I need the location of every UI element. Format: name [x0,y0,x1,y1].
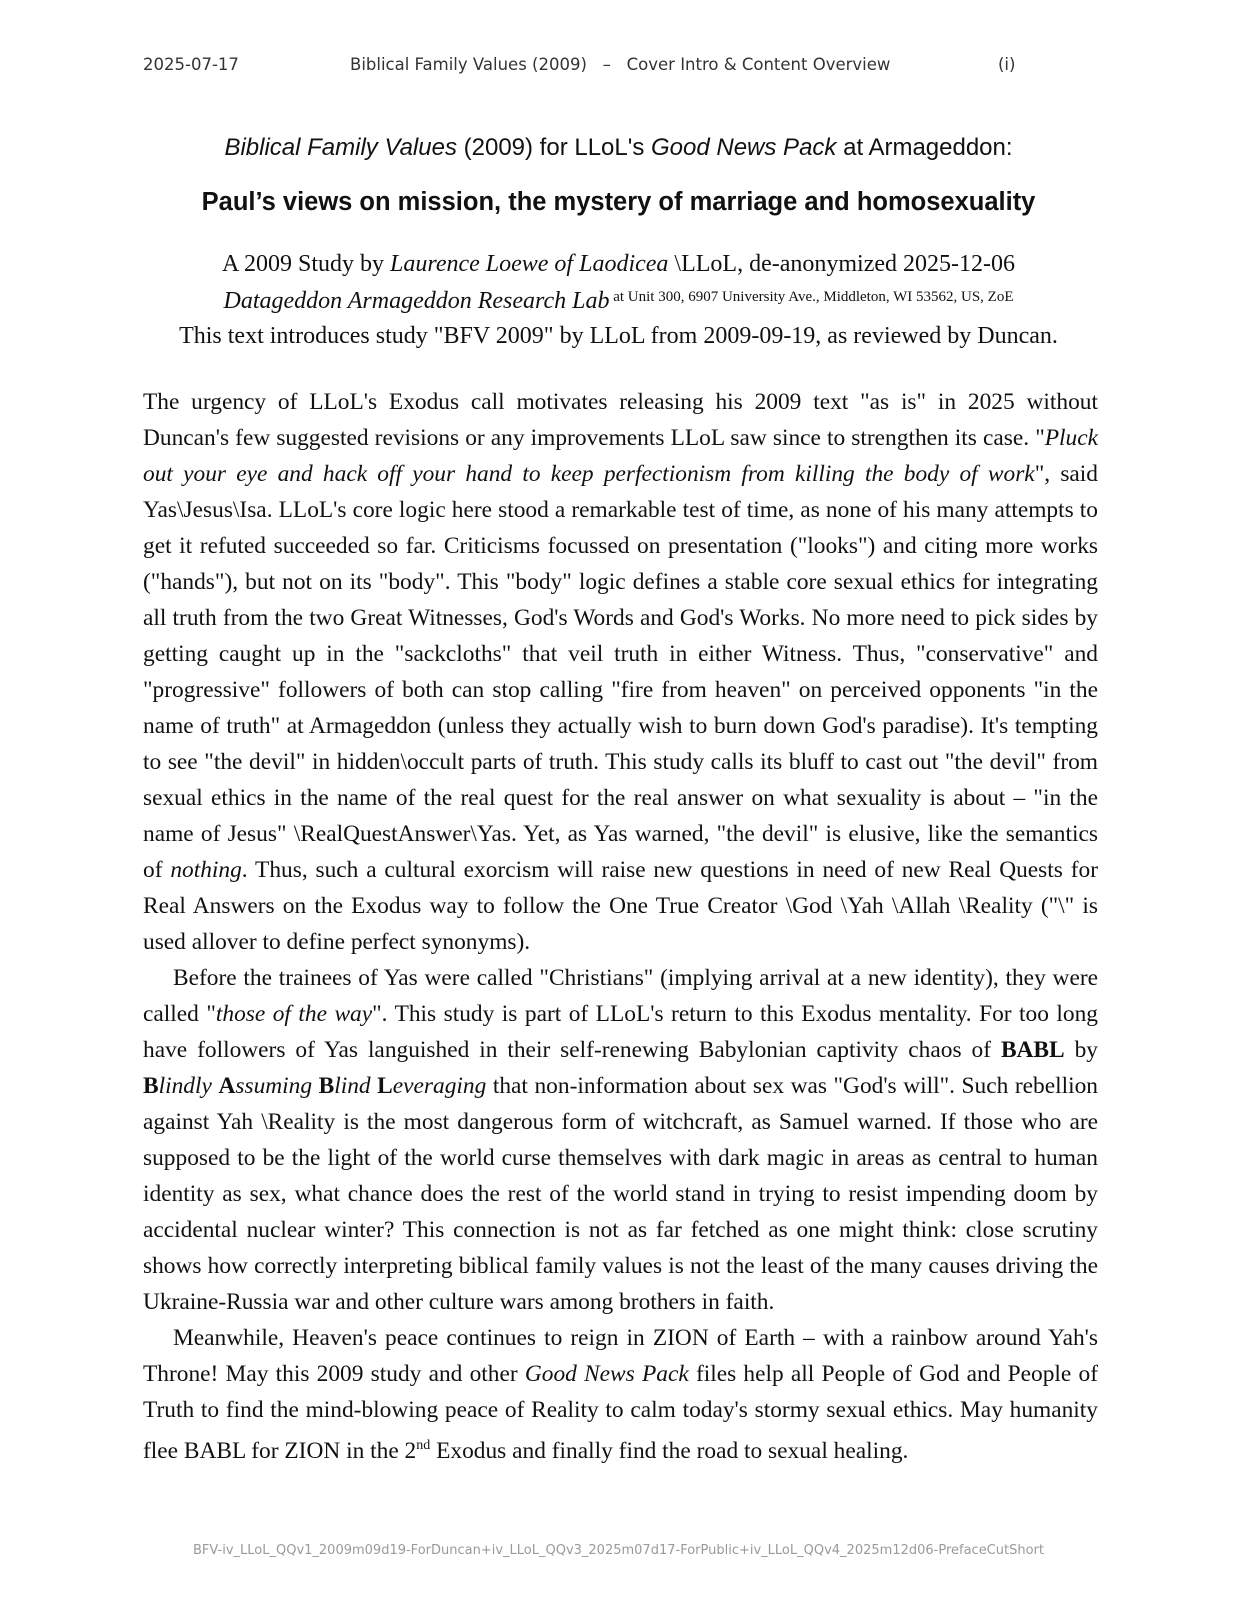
byline-author [0,251,1237,278]
title-pack-name: Good News Pack [651,134,837,161]
byline-lab [0,288,1237,315]
document-subtitle: Paul’s views on mission, the mystery of marriage and homosexuality [201,188,1036,216]
p2-text-a: Before the trainees of Yas were called "Christians" (implying arrival at a new identity), they were called " [143,965,1098,1027]
byline-prefix: A 2009 Study by [221,251,391,277]
acronym-letter-l: L [377,1073,393,1099]
author-name: Laurence Loewe of Laodicea [390,251,669,277]
lab-address: at Unit 300, 6907 University Ave., Middleton, WI 53562, US, ZoE [609,289,1014,305]
p2-text-b: ". This study is part of LLoL's return to this Exodus mentality. For too long have followers of Yas languished in their self-renewing Babylonian captivity chaos of [143,1001,1099,1063]
p3-superscript: nd [416,1438,431,1453]
acronym-word-lindly: lindly [158,1073,212,1099]
byline-intro: This text introduces study "BFV 2009" by LLoL from 2009-09-19, as reviewed by Duncan. [179,323,1058,349]
page-footer-filename: BFV-iv_LLoL_QQv1_2009m09d19-ForDuncan+iv_LLoL_QQv3_2025m07d17-ForPublic+iv_LLoL_QQv4_2025m12d06-PrefaceCutShort [193,1543,1044,1558]
acronym-letter-b1: B [143,1073,159,1099]
p3-good-news-pack: Good News Pack [524,1361,689,1387]
title-end: at Armageddon: [836,134,1013,161]
p2-by: by [1064,1037,1098,1063]
p3-text-a: Meanwhile, Heaven's peace continues to reign in ZION of Earth – with a rainbow around Yah's Throne! May this 2009 study and other [143,1325,1098,1387]
body-text [143,384,1098,1469]
paragraph-3 [143,1320,1098,1469]
document-title [0,134,1237,162]
acronym-word-everaging: everaging [392,1073,487,1099]
acronym-letter-b2: B [318,1073,335,1099]
title-mid: (2009) for LLoL's [456,134,651,161]
paragraph-2 [143,960,1098,1320]
title-book-name: Biblical Family Values [224,134,457,161]
acronym-word-lind: lind [334,1073,371,1099]
p1-text-b: ", said Yas\Jesus\Isa. LLoL's core logic here stood a remarkable test of time, as none of his many attempts to get it refuted succeeded so far. Criticisms focussed on presentation ("looks") and citing more works ("hands"), but not on its "body". This "body" logic defines a stable core sexual ethics for integrating all truth from the two Great Witnesses, God's Words and God's Works. No more need to pick sides by getting caught up in the "sackcloths" that veil truth in either Witness. Thus, "conservative" and "progressive" followers of both can stop calling "fire from heaven" on perceived opponents "in the name of truth" at Armageddon (unless they actually wish to burn down God's paradise). It's tempting to see "the devil" in hidden\occult parts of truth. This study calls its bluff to cast out "the devil" from sexual ethics in the name of the real quest for the real answer on what sexuality is about – "in the name of Jesus" \RealQuestAnswer\Yas. Yet, as Yas warned, "the devil" is elusive, like the semantics of [143,461,1098,883]
p3-text-c: Exodus and finally find the road to sexual healing. [430,1437,909,1464]
acronym-letter-a: A [218,1073,236,1099]
page-header [0,55,1237,79]
p1-nothing: nothing [170,857,242,883]
lab-name: Datageddon Armageddon Research Lab [223,288,610,314]
p2-quote: those of the way [215,1001,373,1027]
p3-text-b: files help all People of God and People of Truth to find the mind-blowing peace of Reality to calm today's stormy sexual ethics. May humanity flee BABL for ZION in the 2 [143,1361,1098,1464]
p2-text-c: that non-information about sex was "God's will". Such rebellion against Yah \Reality is the most dangerous form of witchcraft, as Samuel warned. If those who are supposed to be the light of the world curse themselves with dark magic in areas as central to human identity as sex, what chance does the rest of the world stand in trying to resist impending doom by accidental nuclear winter? This connection is not as far fetched as one might think: close scrutiny shows how correctly interpreting biblical family values is not the least of the many causes driving the Ukraine-Russia war and other culture wars among brothers in faith. [143,1073,1098,1315]
p1-text-c: . Thus, such a cultural exorcism will raise new questions in need of new Real Quests for Real Answers on the Exodus way to follow the One True Creator \God \Yah \Allah \Reality ("\" is used allover to define perfect synonyms). [143,857,1098,955]
header-page-number: (i) [998,55,1016,74]
p1-quote: Pluck out your eye and hack off your hand to keep perfectionism from killing the body of work [143,425,1098,487]
acronym-word-ssuming: ssuming [235,1073,313,1099]
p1-text-a: The urgency of LLoL's Exodus call motivates releasing his 2009 text "as is" in 2025 without Duncan's few suggested revisions or any improvements LLoL saw since to strengthen its case. " [143,389,1098,451]
babl-acronym: BABL [1000,1037,1065,1063]
byline-suffix: \LLoL, de-anonymized 2025-12-06 [668,251,1015,277]
paragraph-1 [143,384,1098,960]
header-date: 2025-07-17 [143,55,239,74]
header-title: Biblical Family Values (2009) – Cover Intro & Content Overview [350,55,891,74]
